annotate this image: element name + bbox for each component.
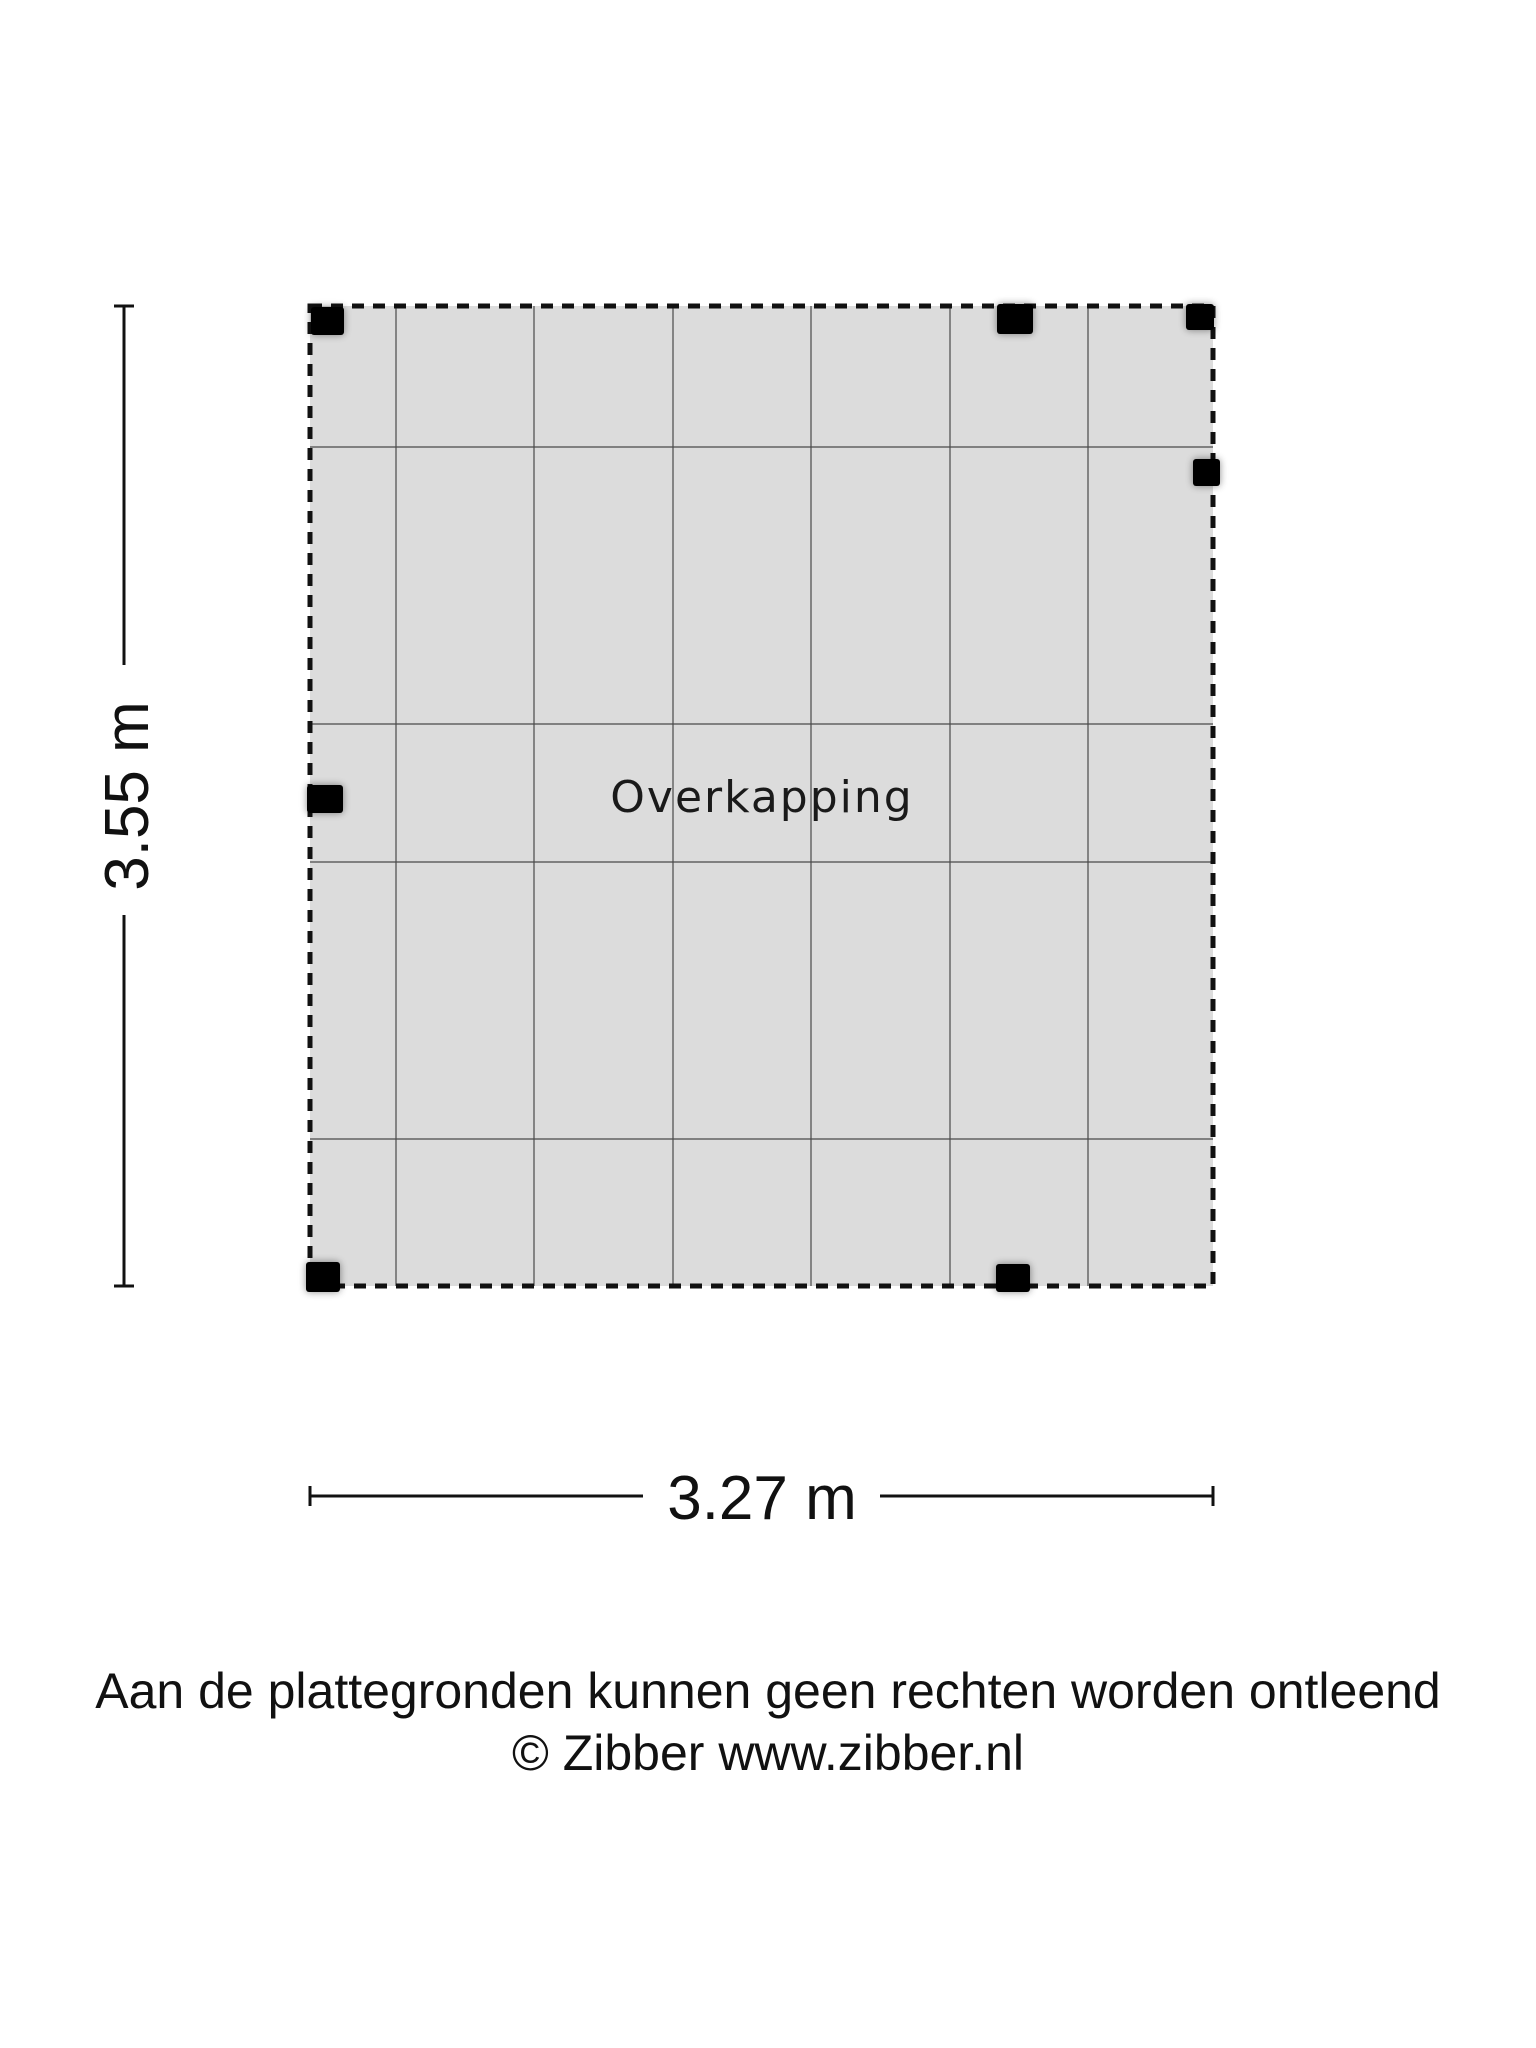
support-post-icon [311, 307, 344, 335]
support-post-icon [307, 785, 343, 813]
width-dimension-label: 3.27 m [667, 1464, 857, 1533]
copyright-text: © Zibber www.zibber.nl [511, 1725, 1025, 1781]
support-post-icon [306, 1262, 340, 1292]
support-post-icon [997, 304, 1033, 334]
room-name: Overkapping [610, 772, 914, 823]
support-post-icon [1193, 459, 1220, 486]
disclaimer-text: Aan de plattegronden kunnen geen rechten worden ontleend [95, 1663, 1441, 1719]
height-dimension-label: 3.55 m [93, 701, 162, 891]
support-post-icon [1186, 304, 1214, 330]
support-post-icon [996, 1264, 1030, 1292]
